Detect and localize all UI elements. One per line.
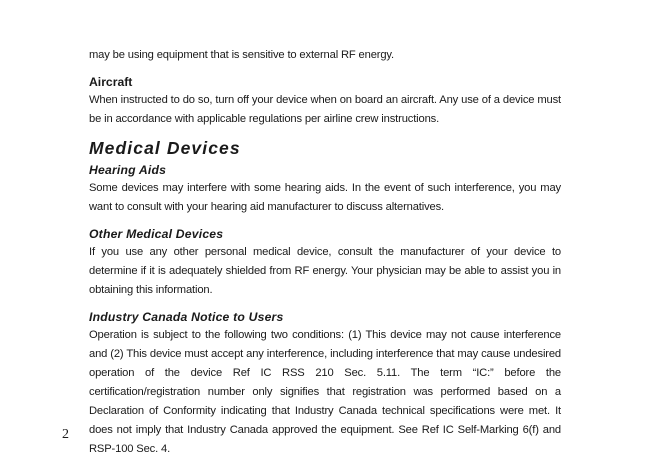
aircraft-paragraph: When instructed to do so, turn off your device when on board an aircraft. Any use of a device must be in accordance with applicable regulations per airline crew instructions. <box>89 94 561 125</box>
intro-paragraph: may be using equipment that is sensitive to external RF energy. <box>89 49 394 61</box>
hearing-aids-heading: Hearing Aids <box>89 163 167 177</box>
hearing-aids-paragraph: Some devices may interfere with some hearing aids. In the event of such interference, you may want to consult with your hearing aid manufacturer to discuss alternatives. <box>89 182 561 213</box>
other-medical-devices-heading: Other Medical Devices <box>89 227 224 241</box>
industry-canada-paragraph: Operation is subject to the following two conditions: (1) This device may not cause interference and (2) This device must accept any interference, including interference that may cause undesired operation of the device Ref IC RSS 210 Sec. 5.11. The term “IC:” before the certification/registration number only signifies that registration was performed based on a Declaration of Conformity indicating that Industry Canada technical specifications were met. It does not imply that Industry Canada approved the equipment. See Ref IC Self-Marking 6(f) and RSP-100 Sec. 4. <box>89 329 561 455</box>
aircraft-heading: Aircraft <box>89 75 133 89</box>
other-medical-devices-paragraph: If you use any other personal medical device, consult the manufacturer of your device to determine if it is adequately shielded from RF energy. Your physician may be able to assist you in obtaining this information. <box>89 246 561 296</box>
industry-canada-heading: Industry Canada Notice to Users <box>89 310 284 324</box>
page-content <box>89 46 561 459</box>
medical-devices-heading: Medical Devices <box>89 138 241 158</box>
page-number: 2 <box>62 427 69 442</box>
